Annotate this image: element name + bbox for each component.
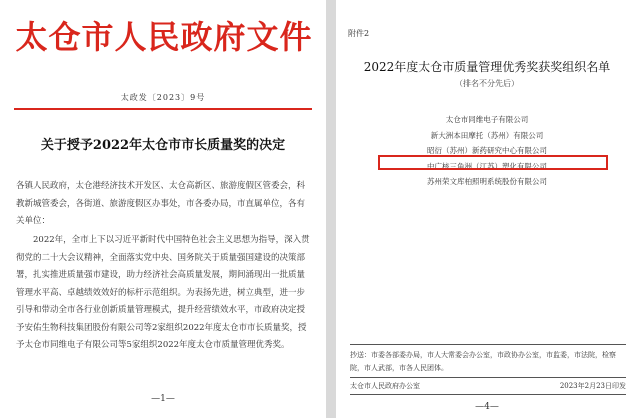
right-document-page	[336, 0, 638, 418]
address-paragraph: 各镇人民政府，太仓港经济技术开发区、太仓高新区、旅游度假区管委会，科教新城管委会，各街道、旅游度假区办事处，市各委办局，市直属单位，各有关单位：	[16, 181, 306, 226]
issuer-row	[350, 381, 626, 391]
right-page-number: —4—	[475, 402, 499, 412]
ranking-note: （排名不分先后）	[455, 79, 519, 88]
award-list-title: 2022年度太仓市质量管理优秀奖获奖组织名单	[363, 60, 611, 74]
company-list	[336, 112, 638, 190]
cc-recipients: 市委各部委办局，市人大常委会办公室，市政协办公室，市监委，市法院，检察院，市人武部，市各人民团体。	[350, 351, 616, 372]
cc-bottom-rule	[350, 394, 626, 395]
cc-label: 抄送：	[350, 351, 371, 359]
cc-middle-rule	[350, 377, 626, 378]
highlight-box	[378, 155, 608, 170]
company-item: 昭衍（苏州）新药研究中心有限公司	[427, 146, 547, 155]
header-red-rule	[14, 108, 312, 110]
company-item: 苏州荣文库柏照明系统股份有限公司	[427, 177, 547, 186]
document-number: 太政发〔2023〕9号	[120, 93, 206, 102]
company-item-highlighted: 中广核三角洲（江苏）塑化有限公司	[427, 161, 547, 171]
document-header-title: 太仓市人民政府文件	[15, 18, 313, 56]
cc-top-rule	[350, 344, 626, 345]
company-item: 太仓市同维电子有限公司	[445, 115, 529, 124]
issue-date: 2023年2月23日印发	[559, 382, 626, 390]
cc-block	[350, 349, 626, 375]
body-paragraph: 2022年，全市上下以习近平新时代中国特色社会主义思想为指导，深入贯彻党的二十大会议精神，全面落实党中央、国务院关于质量强国建设的决策部署，扎实推进质量强市建设，助力经济社会高质量发展，期间涌现出一批质量管理水平高、卓越绩效效好的标杆示范组织。为表扬先进，树立典型，进一步引导和带动全市各行业创新质量管理模式，提升经营绩效水平，市政府决定授予安佑生物科技集团股份有限公司等2家组织2022年度太仓市市长质量奖，授予太仓市同维电子有限公司等5家组织2022年度太仓市质量管理优秀奖。	[16, 235, 310, 350]
company-item: 新大洲本田摩托（苏州）有限公司	[430, 130, 544, 140]
decision-title: 关于授予2022年太仓市市长质量奖的决定	[40, 138, 286, 153]
issuer: 太仓市人民政府办公室	[350, 382, 420, 390]
left-page-number: —1—	[151, 394, 175, 404]
appendix-label: 附件2	[348, 29, 370, 38]
